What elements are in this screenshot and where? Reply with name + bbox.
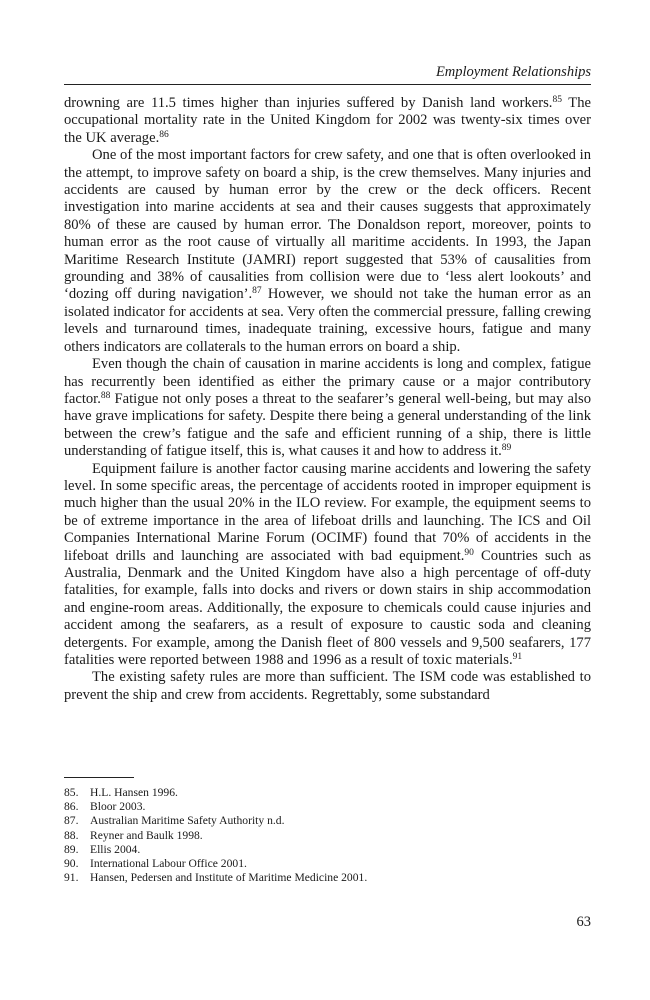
paragraph-text: Fatigue not only poses a threat to the seafarer’s general well-being, but may also have grave implications for safety. Despite there being a general understanding of the link between the crew’s fatigue and the safe and efficient running of a ship, there is little understanding of fatigue itself, this is, what causes it and how to address it. bbox=[64, 390, 591, 460]
footnote bbox=[64, 829, 591, 843]
footnote-text: Ellis 2004. bbox=[90, 842, 141, 856]
paragraph bbox=[64, 356, 591, 460]
footnote-number: 88. bbox=[64, 828, 79, 842]
footnote bbox=[64, 871, 591, 885]
footnote-text: H.L. Hansen 1996. bbox=[90, 786, 178, 799]
footnote bbox=[64, 786, 591, 800]
footnote-number: 91. bbox=[64, 871, 79, 885]
paragraph-text: Countries such as Australia, Denmark and the United Kingdom have also a high percentage of off-duty fatalities, for example, falls into docks and rivers or down stairs in ship accommodation and engine-room areas. Additionally, the exposure to chemicals could cause injuries and accident among the seafarers, as a result of exposure to caustic soda and cleaning detergents. For example, among the Danish fleet of 800 vessels and 9,500 seafarers, 177 fatalities were reported between 1988 and 1996 as a result of toxic materials. bbox=[64, 547, 591, 668]
footnote bbox=[64, 857, 591, 871]
header-rule bbox=[64, 84, 591, 85]
footnote-text: International Labour Office 2001. bbox=[90, 857, 247, 871]
footnote-ref: 90 bbox=[464, 547, 474, 558]
footnote-text: Hansen, Pedersen and Institute of Maritime Medicine 2001. bbox=[90, 871, 368, 885]
page-number: 63 bbox=[576, 914, 591, 930]
footnote-number: 86. bbox=[64, 800, 79, 814]
paragraph-text: One of the most important factors for crew safety, and one that is often overlooked in the attempt, to improve safety on board a ship, is the crew themselves. Many injuries and accidents are caused by human error by the crew or the deck officers. Recent investigation into marine accidents at sea and their causes suggests that approximately 80% of these are caused by human error. The Donaldson report, moreover, points to human error as the root cause of virtually all maritime accidents. In 1993, the Japan Maritime Research Institute (JAMRI) report suggested that 53% of causalities from grounding and 38% of causalities from collision were due to ‘less alert lookouts’ and ‘dozing off during navigation’. bbox=[64, 147, 591, 303]
paragraph bbox=[64, 669, 591, 704]
footnote-ref: 91 bbox=[512, 652, 523, 662]
footnote bbox=[64, 843, 591, 857]
footnote-ref: 89 bbox=[501, 443, 512, 454]
footnotes bbox=[64, 786, 591, 885]
footnote-rule bbox=[64, 777, 134, 778]
footnote-text: Australian Maritime Safety Authority n.d. bbox=[90, 814, 285, 828]
paragraph-text: Equipment failure is another factor causing marine accidents and lowering the safety level. In some specific areas, the percentage of accidents rooted in improper equipment is much higher than the usual 20% in the ILO review. For example, the equipment seems to be of extreme importance in the area of lifeboat drills and launching. The ICS and Oil Companies International Marine Forum (OCIMF) found that 70% of accidents in the lifeboat drills and launching are associated with bad equipment. bbox=[64, 460, 591, 564]
footnote-ref: 88 bbox=[100, 390, 111, 401]
paragraph-text: The existing safety rules are more than sufficient. The ISM code was established to prevent the ship and crew from accidents. Regrettably, some substandard bbox=[64, 669, 591, 703]
footnote-number: 87. bbox=[64, 814, 79, 828]
footnote-ref: 86 bbox=[159, 129, 169, 140]
paragraph-text: drowning are 11.5 times higher than injuries suffered by Danish land workers. bbox=[64, 95, 553, 111]
paragraph-text: The occupational mortality rate in the United Kingdom for 2002 was twenty-six times over the UK average. bbox=[64, 95, 591, 146]
body-text bbox=[64, 95, 591, 704]
footnote-number: 85. bbox=[64, 786, 79, 799]
footnote-number: 89. bbox=[64, 842, 79, 856]
footnote-text: Bloor 2003. bbox=[90, 800, 146, 814]
footnote-ref: 87 bbox=[252, 286, 262, 297]
footnote bbox=[64, 800, 591, 814]
paragraph bbox=[64, 461, 591, 670]
paragraph-text: Even though the chain of causation in marine accidents is long and complex, fatigue has recurrently been identified as either the primary cause or a major contributory factor. bbox=[64, 356, 591, 407]
paragraph bbox=[64, 147, 591, 356]
paragraph-text: However, we should not take the human error as an isolated indicator for accidents at sea. Very often the commercial pressure, falling crewing levels and turnaround times, inadequate training, excessive hours, fatigue and many others indicators are collaterals to the human errors on board a ship. bbox=[64, 286, 591, 355]
running-head: Employment Relationships bbox=[435, 64, 591, 80]
footnote bbox=[64, 814, 591, 828]
paragraph bbox=[64, 95, 591, 147]
footnote-text: Reyner and Baulk 1998. bbox=[90, 828, 203, 842]
footnote-number: 90. bbox=[64, 857, 79, 871]
footnote-ref: 85 bbox=[552, 95, 562, 105]
